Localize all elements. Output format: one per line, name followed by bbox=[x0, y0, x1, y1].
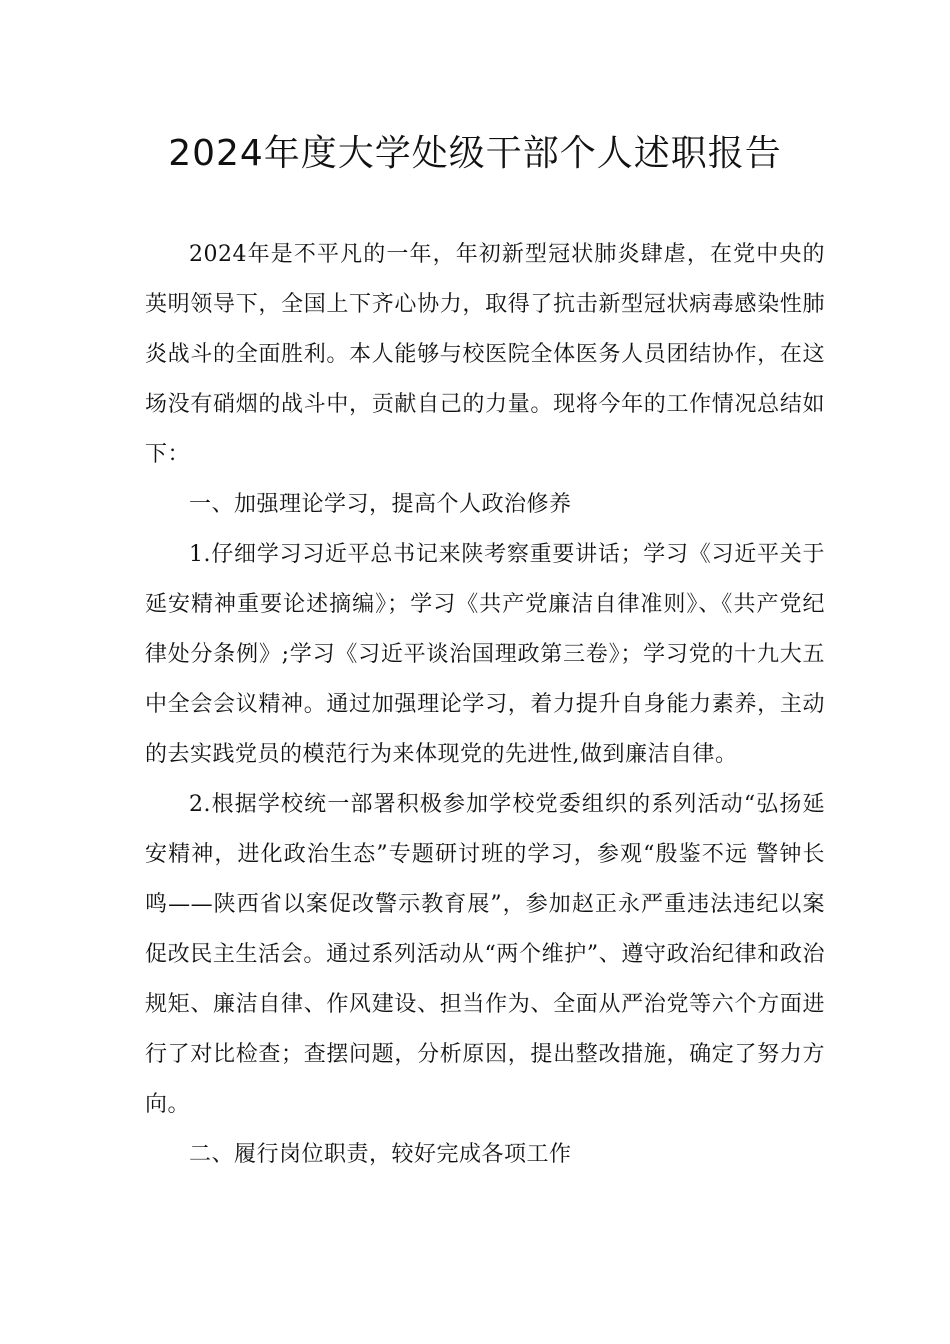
document-title: 2024年度大学处级干部个人述职报告 bbox=[168, 133, 782, 174]
paragraph-item-1: 1.仔细学习习近平总书记来陕考察重要讲话；学习《习近平关于延安精神重要论述摘编》；学习《共产党廉洁自律准则》、《共产党纪律处分条例》;学习《习近平谈治国理政第三卷》；学习党的十九大五中全会会议精神。通过加强理论学习，着力提升自身能力素养，主动的去实践党员的模范行为来体现党的先进性,做到廉洁自律。 bbox=[145, 542, 825, 767]
section-heading-1: 一、加强理论学习，提高个人政治修养 bbox=[189, 492, 572, 517]
paragraph-item-2: 2.根据学校统一部署积极参加学校党委组织的系列活动“弘扬延安精神，进化政治生态”专题研讨班的学习，参观“殷鉴不远 警钟长鸣——陕西省以案促改警示教育展”，参加赵正永严重违法违纪以案促改民主生活会。通过系列活动从“两个维护”、遵守政治纪律和政治规矩、廉洁自律、作风建设、担当作为、全面从严治党等六个方面进行了对比检查；查摆问题，分析原因，提出整改措施，确定了努力方向。 bbox=[145, 792, 825, 1117]
document-body bbox=[145, 230, 825, 1180]
section-heading-2: 二、履行岗位职责，较好完成各项工作 bbox=[189, 1142, 572, 1167]
paragraph-intro: 2024年是不平凡的一年，年初新型冠状肺炎肆虐，在党中央的英明领导下，全国上下齐心协力，取得了抗击新型冠状病毒感染性肺炎战斗的全面胜利。本人能够与校医院全体医务人员团结协作，在这场没有硝烟的战斗中，贡献自己的力量。现将今年的工作情况总结如下： bbox=[145, 242, 825, 467]
